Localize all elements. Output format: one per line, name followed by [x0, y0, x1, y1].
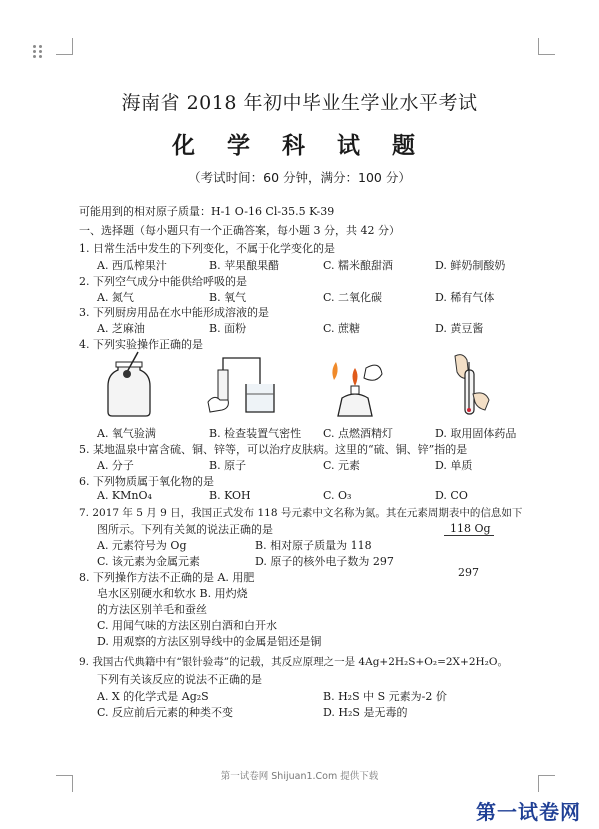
- page-footer: 第一试卷网 Shijuan1.Com 提供下载: [220, 771, 379, 782]
- crop-mark-top-right: [538, 38, 555, 55]
- question-4-stem: 4. 下列实验操作正确的是: [79, 338, 203, 351]
- question-4-option-c[interactable]: C. 点燃酒精灯: [323, 427, 394, 440]
- oxygen-test-bottle-illustration: [100, 350, 160, 420]
- question-6-option-d[interactable]: D. CO: [435, 489, 468, 502]
- site-brand-logo: 第一试卷网: [476, 800, 581, 824]
- question-7-stem-line1: 7. 2017 年 5 月 9 日，我国正式发布 118 号元素中文名称为氮。其在元素周期表中的信息如下: [79, 507, 523, 519]
- question-5-stem: 5. 某地温泉中富含硫、铜、锌等，可以治疗皮肤病。这里的“硫、铜、锌”指的是: [79, 443, 468, 456]
- question-3-option-b[interactable]: B. 面粉: [209, 322, 247, 335]
- question-5-option-d[interactable]: D. 单质: [435, 459, 473, 472]
- question-7-option-b[interactable]: B. 相对原子质量为 118: [255, 539, 372, 552]
- subject-title: 化 学 科 试 题: [171, 132, 428, 159]
- question-8-option-d[interactable]: D. 用观察的方法区别导线中的金属是铝还是铜: [97, 635, 322, 648]
- question-8-line1: 8. 下列操作方法不正确的是 A. 用肥: [79, 571, 255, 584]
- question-5-option-a[interactable]: A. 分子: [97, 459, 134, 472]
- question-7-stem-line2: 图所示。下列有关氮的说法正确的是: [97, 523, 273, 536]
- crop-mark-top-left: [56, 38, 73, 55]
- airtightness-check-illustration: [200, 350, 290, 420]
- question-8-option-c[interactable]: C. 用闻气味的方法区别白酒和白开水: [97, 619, 278, 632]
- question-1-option-a[interactable]: A. 西瓜榨果汁: [97, 259, 167, 272]
- question-8-line2: 皂水区别硬水和软水 B. 用灼烧: [97, 587, 248, 600]
- question-9-option-b[interactable]: B. H₂S 中 S 元素为-2 价: [323, 690, 447, 703]
- atomic-masses: 可能用到的相对原子质量：H-1 O-16 Cl-35.5 K-39: [79, 205, 335, 218]
- question-8-line3: 的方法区别羊毛和蚕丝: [97, 603, 207, 616]
- question-7-option-d[interactable]: D. 原子的核外电子数为 297: [255, 555, 394, 568]
- question-1-option-d[interactable]: D. 鲜奶制酸奶: [435, 259, 506, 272]
- element-mass: 297: [458, 566, 479, 579]
- question-3-option-c[interactable]: C. 蔗糖: [323, 322, 361, 335]
- question-9-stem-line2: 下列有关该反应的说法不正确的是: [97, 673, 262, 686]
- question-1-option-c[interactable]: C. 糯米酿甜酒: [323, 259, 394, 272]
- exam-title: 海南省 2018 年初中毕业生学业水平考试: [121, 92, 478, 114]
- question-2-option-b[interactable]: B. 氧气: [209, 291, 247, 304]
- question-7-option-c[interactable]: C. 该元素为金属元素: [97, 555, 201, 568]
- question-2-option-d[interactable]: D. 稀有气体: [435, 291, 495, 304]
- question-3-stem: 3. 下列厨房用品在水中能形成溶液的是: [79, 306, 269, 319]
- question-9-option-c[interactable]: C. 反应前后元素的种类不变: [97, 706, 234, 719]
- question-1-stem: 1. 日常生活中发生的下列变化，不属于化学变化的是: [79, 242, 335, 255]
- question-6-option-b[interactable]: B. KOH: [209, 489, 251, 502]
- alcohol-lamp-illustration: [320, 350, 390, 420]
- question-7-option-a[interactable]: A. 元素符号为 Og: [97, 539, 187, 552]
- question-2-option-a[interactable]: A. 氮气: [97, 291, 134, 304]
- question-2-stem: 2. 下列空气成分中能供给呼吸的是: [79, 275, 247, 288]
- question-9-option-d[interactable]: D. H₂S 是无毒的: [323, 706, 408, 719]
- question-6-option-c[interactable]: C. O₃: [323, 489, 352, 502]
- question-6-option-a[interactable]: A. KMnO₄: [97, 489, 152, 502]
- question-4-option-a[interactable]: A. 氧气验满: [97, 427, 156, 440]
- question-9-stem-line1: 9. 我国古代典籍中有“银针验毒”的记载，其反应原理之一是 4Ag+2H₂S+O₂=2X+2H₂O。: [79, 656, 508, 668]
- question-3-option-d[interactable]: D. 黄豆酱: [435, 322, 484, 335]
- section-heading: 一、选择题（每小题只有一个正确答案，每小题 3 分，共 42 分）: [79, 224, 400, 237]
- question-2-option-c[interactable]: C. 二氧化碳: [323, 291, 383, 304]
- element-number-symbol: 118 Og: [450, 522, 491, 535]
- question-6-stem: 6. 下列物质属于氧化物的是: [79, 475, 214, 488]
- element-box-divider: [444, 535, 494, 536]
- solid-reagent-illustration: [445, 350, 505, 420]
- drag-handle-icon[interactable]: [33, 45, 43, 59]
- question-4-option-d[interactable]: D. 取用固体药品: [435, 427, 517, 440]
- exam-info: （考试时间：60 分钟，满分：100 分）: [188, 170, 411, 185]
- question-3-option-a[interactable]: A. 芝麻油: [97, 322, 145, 335]
- question-5-option-c[interactable]: C. 元素: [323, 459, 361, 472]
- question-1-option-b[interactable]: B. 苹果酿果醋: [209, 259, 280, 272]
- question-5-option-b[interactable]: B. 原子: [209, 459, 247, 472]
- question-4-option-b[interactable]: B. 检查装置气密性: [209, 427, 302, 440]
- question-9-option-a[interactable]: A. X 的化学式是 Ag₂S: [97, 690, 209, 703]
